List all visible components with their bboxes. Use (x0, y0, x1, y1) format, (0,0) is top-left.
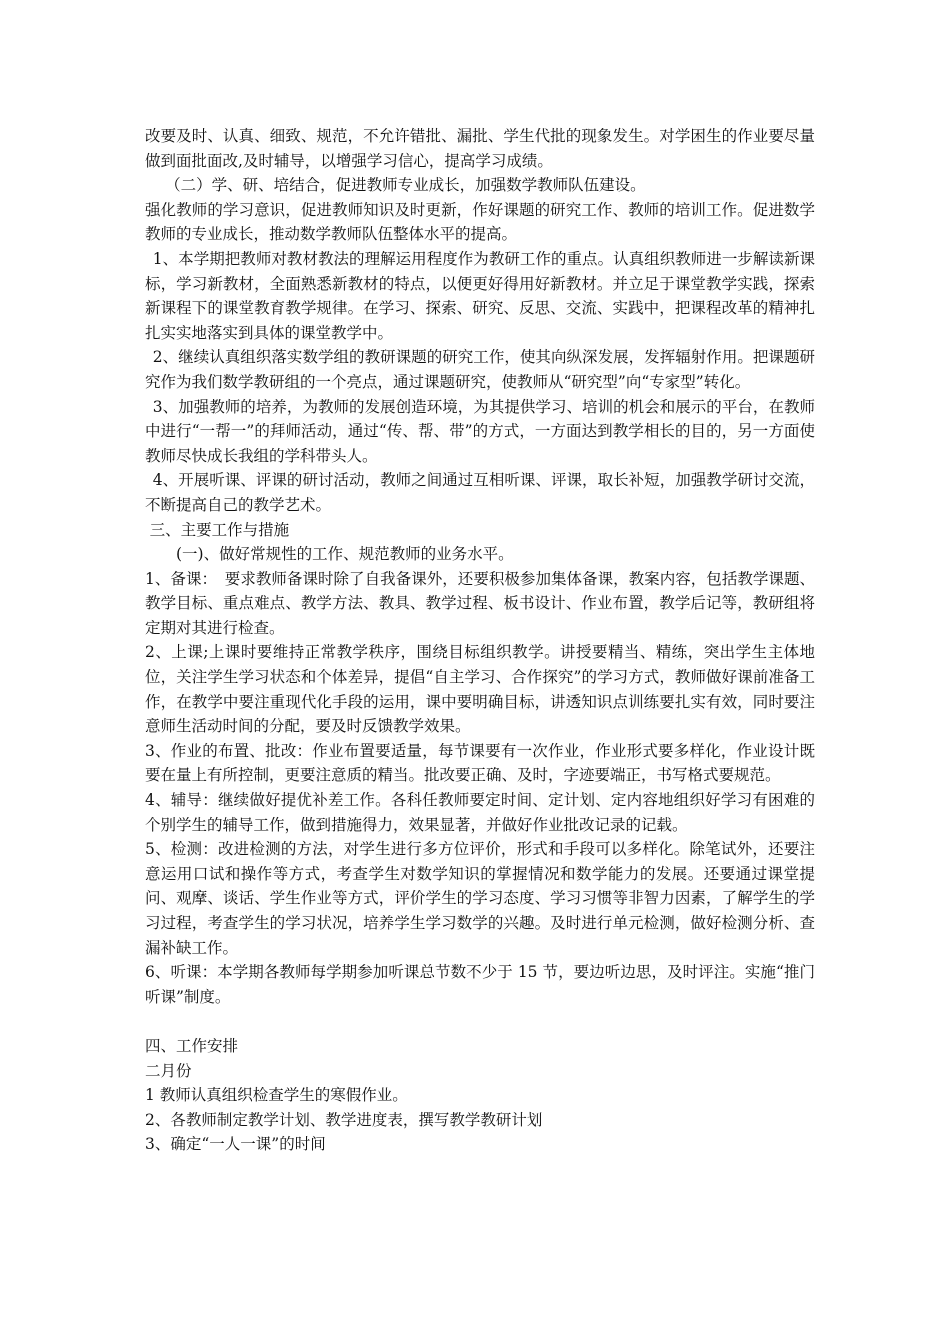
blank-line (145, 1009, 815, 1034)
schedule-item-3: 3、确定“一人一课”的时间 (145, 1135, 326, 1154)
heading-study-research-training: （二）学、研、培结合，促进教师专业成长，加强数学教师队伍建设。 (165, 176, 646, 195)
document-body (145, 124, 815, 1157)
item-lesson-observation: 4、开展听课、评课的研讨活动，教师之间通过互相听课、评课，取长补短，加强教学研讨交流，不断提高自己的教学艺术。 (145, 471, 815, 514)
item-research-topics: 2、继续认真组织落实数学组的教研课题的研究工作，使其向纵深发展，发挥辐射作用。把课题研究作为我们数学教研组的一个亮点，通过课题研究，使教师从“研究型”向“专家型”转化。 (145, 348, 815, 391)
subheading-routine-work: (一)、做好常规性的工作、规范教师的业务水平。 (176, 545, 514, 564)
month-heading-february: 二月份 (145, 1061, 192, 1080)
item-assessment: 5、检测：改进检测的方法，对学生进行多方位评价，形式和手段可以多样化。除笔试外，还要注意运用口试和操作等方式，考查学生对数学知识的掌握情况和数学能力的发展。还要通过课堂提问、观摩、谈话、学生作业等方式，评价学生的学习态度、学习习惯等非智力因素，了解学生的学习过程，考查学生的学习状况，培养学生学习数学的兴趣。及时进行单元检测，做好检测分析、查漏补缺工作。 (145, 840, 815, 957)
item-teaching-research-focus: 1、本学期把教师对教材教法的理解运用程度作为教研工作的重点。认真组织教师进一步解读新课标，学习新教材，全面熟悉新教材的特点，以便更好得用好新教材。并立足于课堂教学实践，探索新课程下的课堂教育教学规律。在学习、探索、研究、反思、交流、实践中，把课程改革的精神扎扎实实地落实到具体的课堂教学中。 (145, 249, 815, 342)
schedule-item-2: 2、各教师制定教学计划、教学进度表，撰写教学教研计划 (145, 1110, 543, 1129)
paragraph-teacher-learning: 强化教师的学习意识，促进教师知识及时更新，作好课题的研究工作、教师的培训工作。促进数学教师的专业成长，推动数学教师队伍整体水平的提高。 (145, 200, 815, 244)
section-heading-main-work: 三、主要工作与措施 (149, 520, 290, 539)
item-lesson-observation-count: 6、听课：本学期各教师每学期参加听课总节数不少于 15 节，要边听边思，及时评注。实施“推门听课”制度。 (145, 963, 815, 1006)
section-heading-schedule: 四、工作安排 (145, 1036, 239, 1055)
paragraph-grading: 改要及时、认真、细致、规范，不允许错批、漏批、学生代批的现象发生。对学困生的作业要尽量做到面批面改,及时辅导，以增强学习信心，提高学习成绩。 (145, 127, 815, 170)
item-tutoring: 4、辅导：继续做好提优补差工作。各科任教师要定时间、定计划、定内容地组织好学习有困难的个别学生的辅导工作，做到措施得力，效果显著，并做好作业批改记录的记载。 (145, 791, 815, 834)
item-lesson-preparation: 1、备课： 要求教师备课时除了自我备课外，还要积极参加集体备课，教案内容，包括教学课题、教学目标、重点难点、教学方法、教具、教学过程、板书设计、作业布置，教学后记等，教研组将定期对其进行检查。 (145, 569, 815, 637)
item-teacher-training: 3、加强教师的培养，为教师的发展创造环境，为其提供学习、培训的机会和展示的平台，在教师中进行“一帮一”的拜师活动，通过“传、帮、带”的方式，一方面达到教学相长的目的，另一方面使教师尽快成长我组的学科带头人。 (145, 397, 815, 465)
item-homework: 3、作业的布置、批改：作业布置要适量，每节课要有一次作业，作业形式要多样化，作业设计既要在量上有所控制，更要注意质的精当。批改要正确、及时，字迹要端正，书写格式要规范。 (145, 741, 815, 785)
item-teaching: 2、上课;上课时要维持正常教学秩序，围绕目标组织教学。讲授要精当、精练，突出学生主体地位，关注学生学习状态和个体差异，提倡“自主学习、合作探究”的学习方式，教师做好课前准备工作，在教学中要注重现代化手段的运用，课中要明确目标，讲透知识点训练要扎实有效，同时要注意师生活动时间的分配，要及时反馈教学效果。 (145, 643, 815, 736)
schedule-item-1: 1 教师认真组织检查学生的寒假作业。 (145, 1086, 408, 1105)
